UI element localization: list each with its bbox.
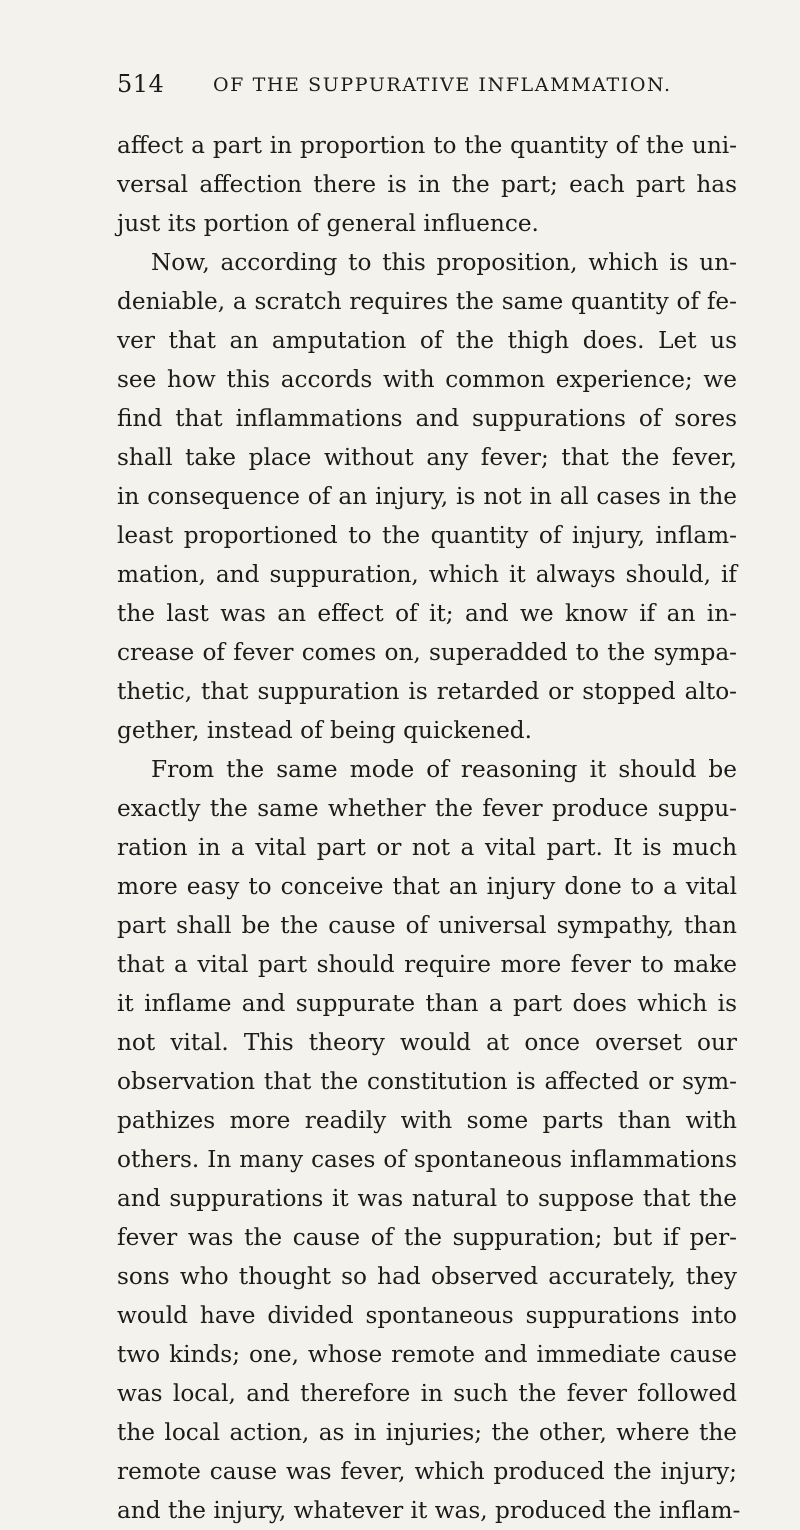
text-line: least proportioned to the quantity of injury, inflam- [117, 522, 737, 549]
text-line: others. In many cases of spontaneous inflammations [117, 1146, 737, 1173]
text-line: affect a part in proportion to the quantity of the uni- [117, 132, 737, 159]
text-line: pathizes more readily with some parts than with [117, 1107, 737, 1134]
text-line: see how this accords with common experience; we [117, 366, 737, 393]
text-line: that a vital part should require more fever to make [117, 951, 737, 978]
text-line: From the same mode of reasoning it should be [151, 756, 737, 783]
text-line: gether, instead of being quickened. [117, 717, 533, 744]
text-line: the local action, as in injuries; the other, where the [117, 1419, 737, 1446]
text-line: versal affection there is in the part; each part has [117, 171, 737, 198]
text-line: more easy to conceive that an injury done to a vital [117, 873, 737, 900]
text-line: find that inflammations and suppurations of sores [117, 405, 737, 432]
text-line: deniable, a scratch requires the same quantity of fe- [117, 288, 737, 315]
text-line: just its portion of general influence. [117, 210, 539, 237]
running-head: OF THE SUPPURATIVE INFLAMMATION. [213, 74, 672, 96]
text-line: it inflame and suppurate than a part does which is [117, 990, 737, 1017]
body-text [117, 126, 741, 1530]
text-line: sons who thought so had observed accurately, they [117, 1263, 737, 1290]
text-line: ver that an amputation of the thigh does. Let us [117, 327, 737, 354]
text-line: observation that the constitution is affected or sym- [117, 1068, 737, 1095]
text-line: Now, according to this proposition, which is un- [151, 249, 737, 276]
text-line: not vital. This theory would at once overset our [117, 1029, 737, 1056]
text-line: mation, and suppuration, which it always should, if [117, 561, 737, 588]
text-line: would have divided spontaneous suppurations into [117, 1302, 737, 1329]
text-line: remote cause was fever, which produced the injury; [117, 1458, 737, 1485]
page-number: 514 [117, 70, 165, 98]
text-line: two kinds; one, whose remote and immediate cause [117, 1341, 737, 1368]
text-line: shall take place without any fever; that the fever, [117, 444, 737, 471]
text-line: exactly the same whether the fever produce suppu- [117, 795, 737, 822]
text-line: the last was an effect of it; and we know if an in- [117, 600, 737, 627]
text-line: crease of fever comes on, superadded to the sympa- [117, 639, 737, 666]
text-line: thetic, that suppuration is retarded or stopped alto- [117, 678, 737, 705]
text-line: and the injury, whatever it was, produced the inflam- [117, 1497, 741, 1524]
text-line: and suppurations it was natural to suppose that the [117, 1185, 737, 1212]
text-line: was local, and therefore in such the fever followed [117, 1380, 737, 1407]
page-header [117, 70, 717, 110]
text-line: in consequence of an injury, is not in all cases in the [117, 483, 737, 510]
text-line: ration in a vital part or not a vital part. It is much [117, 834, 737, 861]
text-line: part shall be the cause of universal sympathy, than [117, 912, 737, 939]
text-line: fever was the cause of the suppuration; but if per- [117, 1224, 737, 1251]
